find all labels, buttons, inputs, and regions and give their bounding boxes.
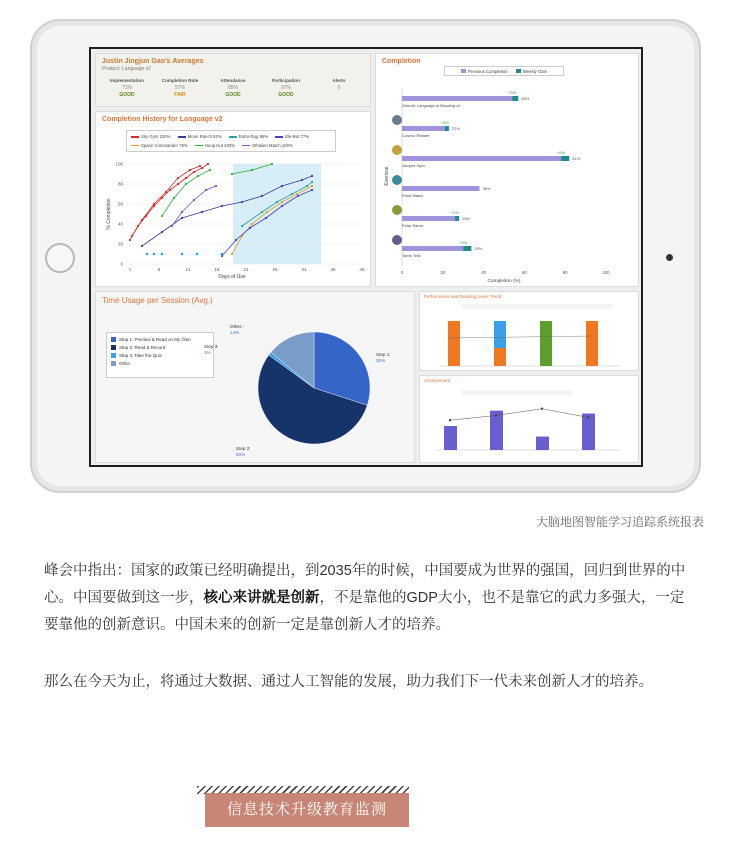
bar-previous-2 [402, 156, 561, 161]
zero-point [181, 253, 184, 256]
series-point [193, 171, 195, 173]
zero-point [146, 253, 149, 256]
legend-swatch [275, 136, 283, 138]
bar-previous-0 [402, 96, 512, 101]
perf-legend [462, 304, 612, 309]
y-tick-label: 20 [117, 241, 123, 247]
metric-v: 71% [121, 85, 132, 91]
completion-x-label: Completion (%) [487, 279, 521, 284]
series-point [291, 193, 293, 195]
time-title: Time Usage per Session (Avg.) [102, 296, 213, 305]
slice-label: Step 1: [376, 352, 391, 357]
exercise-icon [392, 175, 402, 185]
time-legend [106, 332, 214, 378]
averages-metrics [102, 78, 364, 98]
y-tick-label: 40 [117, 221, 123, 227]
metric-g: GOOD [119, 92, 135, 98]
metric-h: Participation [272, 78, 300, 83]
y-tick-label: 80 [117, 181, 123, 187]
history-chart [102, 156, 364, 286]
badge-label: 信息技术升级教育监测 [205, 793, 409, 827]
completion-x-tick: 40 [481, 270, 486, 275]
metric-v: 0 [337, 85, 341, 91]
series-point [201, 211, 203, 213]
bar-previous-1 [402, 126, 445, 131]
series-point [131, 235, 133, 237]
performance-chart [422, 300, 638, 372]
series-point [161, 215, 163, 217]
x-tick-label: 35 [330, 267, 336, 272]
slice-percent: 30% [376, 358, 386, 363]
x-tick-label: 11 [185, 267, 191, 272]
legend-label: Hoop Hut 100% [204, 142, 236, 148]
paragraph-2: 那么在今天为止，将通过大数据、通过人工智能的发展，助力我们下一代未来创新人才的培养。 [44, 674, 653, 690]
metric-h: Implementation [110, 78, 144, 83]
achievement-panel [419, 375, 639, 463]
x-axis-label: Days of Use [218, 274, 246, 280]
time-legend-item [111, 337, 209, 342]
series-point [231, 173, 233, 175]
slice-label: Step 2: [236, 446, 251, 451]
series-point [281, 201, 283, 203]
history-legend-item [229, 133, 268, 141]
exercise-name: Tomb Trek [402, 253, 421, 258]
metric-2 [208, 78, 258, 98]
series-point [261, 195, 263, 197]
legend-previous: Previous Completion [461, 69, 508, 74]
bar-gain-2 [561, 156, 569, 161]
metric-h: Alerts [332, 78, 346, 83]
series-point [177, 183, 179, 185]
completion-title: Completion [382, 58, 421, 65]
series-point [281, 205, 283, 207]
ach-point [587, 416, 589, 418]
zero-point [161, 253, 164, 256]
series-point [193, 199, 195, 201]
metric-v: 57% [174, 85, 185, 91]
series-point [266, 211, 268, 213]
legend-swatch [111, 345, 116, 350]
perf-trend-line [448, 336, 592, 338]
legend-swatch [111, 361, 116, 366]
history-legend-item [131, 133, 171, 141]
completion-y-label: Exercise [384, 166, 390, 186]
y-tick-label: 60 [117, 201, 123, 207]
history-legend-item [275, 133, 309, 141]
achievement-title: Achievement [424, 378, 451, 383]
report-screen [89, 47, 643, 467]
legend-label: Step 3: Take the Quiz [119, 353, 162, 358]
series-point [249, 227, 251, 229]
total-label: 35% [474, 246, 483, 251]
series-point [251, 169, 253, 171]
achievement-chart [422, 384, 638, 464]
ach-bar-0 [444, 426, 457, 450]
metric-1 [155, 78, 205, 98]
total-label: 58% [521, 96, 530, 101]
total-label: 28% [462, 216, 471, 221]
series-point [306, 185, 308, 187]
paragraph-1 [44, 558, 694, 639]
section-badge [197, 786, 409, 828]
metric-h: Attendance [220, 78, 246, 83]
series-point [165, 191, 167, 193]
completion-x-tick: 60 [522, 270, 527, 275]
metric-g: GOOD [225, 92, 241, 98]
gain-label: +2% [440, 120, 449, 125]
product-label: Product: Language v2 [102, 66, 151, 72]
series-point [231, 253, 233, 255]
legend-label: Robo-Dog 86% [238, 134, 269, 140]
series-point [129, 239, 131, 241]
series-point [271, 163, 273, 165]
series-point [221, 205, 223, 207]
averages-panel [95, 53, 371, 107]
paragraph-1-text-end: ，不是靠他的GDP大小，也不是靠它的武力多强大，一定要靠他的创新意识。中国未来的创新一定是靠创新人才的培养。 [44, 590, 685, 633]
total-label: 22% [451, 126, 460, 131]
series-point [141, 245, 143, 247]
metric-g: FAIR [174, 92, 186, 98]
time-legend-item [111, 345, 209, 350]
slice-percent: 60% [236, 452, 246, 457]
gain-label: +2% [450, 210, 460, 215]
metric-v: 97% [280, 85, 291, 91]
series-point [311, 181, 313, 183]
exercise-name: Overall: Language to Reading v2 [402, 103, 461, 108]
series-point [215, 185, 217, 187]
ach-legend [462, 390, 572, 395]
legend-swatch [229, 136, 237, 138]
camera-icon [666, 254, 673, 261]
bar-gain-4 [455, 216, 459, 221]
performance-panel [419, 291, 639, 371]
series-point [276, 201, 278, 203]
zero-point [196, 253, 199, 256]
series-point [201, 167, 203, 169]
ach-point [449, 419, 451, 421]
series-point [265, 217, 267, 219]
series-point [161, 231, 163, 233]
highlight-range [233, 164, 321, 264]
series-point [301, 179, 303, 181]
legend-label: Step 1: Preview & Read on My Own [119, 337, 191, 342]
tablet-frame [30, 19, 701, 493]
metric-h: Completion Rate [161, 78, 199, 83]
series-point [177, 177, 179, 179]
gain-label: +3% [508, 90, 517, 95]
completion-x-tick: 20 [440, 270, 446, 275]
perf-bar-2 [540, 321, 552, 366]
series-point [281, 185, 283, 187]
perf-bar-3 [586, 321, 598, 366]
slice-label: Other: [230, 324, 243, 329]
legend-label: Space Commander 76% [141, 142, 188, 148]
ach-bar-1 [490, 411, 503, 450]
series-point [205, 189, 207, 191]
exercise-name: Polar Parrot [402, 223, 424, 228]
exercise-icon [392, 205, 402, 215]
series-point [296, 193, 298, 195]
bar-gain-1 [445, 126, 449, 131]
metric-g: GOOD [278, 92, 294, 98]
series-point [207, 163, 209, 165]
series-line-0 [130, 164, 208, 240]
legend-swatch [131, 145, 139, 147]
legend-label: Other [119, 361, 131, 366]
home-button[interactable] [45, 243, 75, 273]
legend-label: Moon Ranch 82% [187, 134, 222, 140]
x-tick-label: 21 [243, 267, 249, 272]
legend-label: Ele-Bot 77% [285, 134, 310, 140]
exercise-name: Cosmic Reader [402, 133, 430, 138]
performance-title: Performance and Reading Level Trend [424, 294, 502, 299]
y-axis-label: % Completion [106, 198, 112, 230]
x-tick-label: 31 [301, 267, 307, 272]
series-point [169, 189, 171, 191]
metric-0 [102, 78, 152, 98]
series-point [241, 225, 243, 227]
completion-panel [375, 53, 639, 287]
history-legend [126, 130, 336, 152]
time-legend-item [111, 361, 209, 366]
legend-swatch [178, 136, 186, 138]
history-legend-item [195, 142, 235, 150]
time-legend-item [111, 353, 209, 358]
series-point [311, 175, 313, 177]
paragraph-1-text: 峰会中指出：国家的政策已经明确提出，到2035年的时候，中国要成为世界的强国，回归到世界的中心。中国要做到这一步， [44, 563, 686, 606]
history-legend-item [131, 142, 188, 150]
ach-bar-2 [536, 437, 549, 450]
metric-3 [261, 78, 311, 98]
exercise-icon [392, 235, 402, 245]
completion-x-tick: 100 [602, 270, 610, 275]
ach-line [450, 409, 588, 421]
image-caption: 大脑地图智能学习追踪系统报表 [535, 515, 704, 529]
completion-x-tick: 0 [400, 270, 404, 275]
series-point [235, 239, 237, 241]
history-title: Completion History for Language v2 [102, 116, 223, 123]
slice-percent: 1% [204, 350, 211, 355]
completion-history-panel [95, 111, 371, 287]
series-point [173, 197, 175, 199]
time-usage-panel [95, 291, 415, 463]
history-legend-item [242, 142, 293, 150]
zero-point [153, 253, 156, 256]
x-tick-label: 6 [157, 267, 161, 272]
series-point [261, 211, 263, 213]
series-point [311, 189, 313, 191]
exercise-name: Jumper Gym [402, 163, 425, 168]
legend-swatch [131, 136, 139, 138]
legend-swatch [111, 353, 116, 358]
series-point [185, 177, 187, 179]
series-point [241, 201, 243, 203]
total-label: 38% [482, 186, 491, 191]
paragraph-1-emphasis: 核心来讲就是创新 [203, 590, 320, 606]
legend-swatch [111, 337, 116, 342]
series-point [297, 195, 299, 197]
series-point [199, 165, 201, 167]
perf-bar-0 [448, 321, 460, 366]
bar-previous-4 [402, 216, 455, 221]
legend-swatch [242, 145, 250, 147]
exercise-icon [392, 115, 402, 125]
legend-label: Step 2: Read & Record [119, 345, 166, 350]
bar-gain-5 [463, 246, 471, 251]
series-point [181, 211, 183, 213]
perf-bar-lower [494, 348, 506, 366]
completion-x-tick: 80 [562, 270, 568, 275]
series-point [181, 217, 183, 219]
slice-label: Step 3: [204, 344, 219, 349]
gain-label: +5% [557, 150, 566, 155]
exercise-icon [392, 145, 402, 155]
completion-legend [444, 66, 564, 76]
x-tick-label: 40 [359, 267, 365, 272]
series-line-1 [132, 166, 200, 236]
bar-gain-0 [512, 96, 518, 101]
legend-gain: Weekly Gain [516, 69, 547, 74]
series-point [197, 175, 199, 177]
x-tick-label: 16 [214, 267, 220, 272]
series-point [251, 223, 253, 225]
exercise-name: Pond Match [402, 193, 424, 198]
series-point [189, 169, 191, 171]
series-point [185, 183, 187, 185]
y-tick-label: 100 [115, 161, 123, 167]
legend-label: Whalien Match 100% [252, 142, 293, 148]
x-tick-label: 26 [272, 267, 278, 272]
zero-point [221, 253, 224, 256]
legend-label: Sky Gym 100% [141, 134, 171, 140]
completion-chart [380, 76, 632, 286]
legend-swatch [195, 145, 203, 147]
ach-point [495, 414, 497, 416]
history-legend-item [178, 133, 222, 141]
y-tick-label: 0 [120, 261, 123, 267]
bar-previous-5 [402, 246, 463, 251]
series-point [171, 225, 173, 227]
gain-label: +4% [459, 240, 468, 245]
series-point [141, 219, 143, 221]
metric-v: 85% [227, 85, 238, 91]
total-label: 81% [572, 156, 581, 161]
ach-bar-3 [582, 414, 595, 450]
metric-4 [314, 78, 364, 98]
bar-previous-3 [402, 186, 480, 191]
time-pie-chart [204, 310, 416, 460]
ach-point [541, 408, 543, 410]
slice-percent: 14% [230, 330, 240, 335]
series-point [311, 185, 313, 187]
x-tick-label: 1 [128, 267, 132, 272]
averages-title: Justin Jingjun Gao's Averages [102, 58, 204, 65]
series-point [153, 203, 155, 205]
series-point [209, 169, 211, 171]
